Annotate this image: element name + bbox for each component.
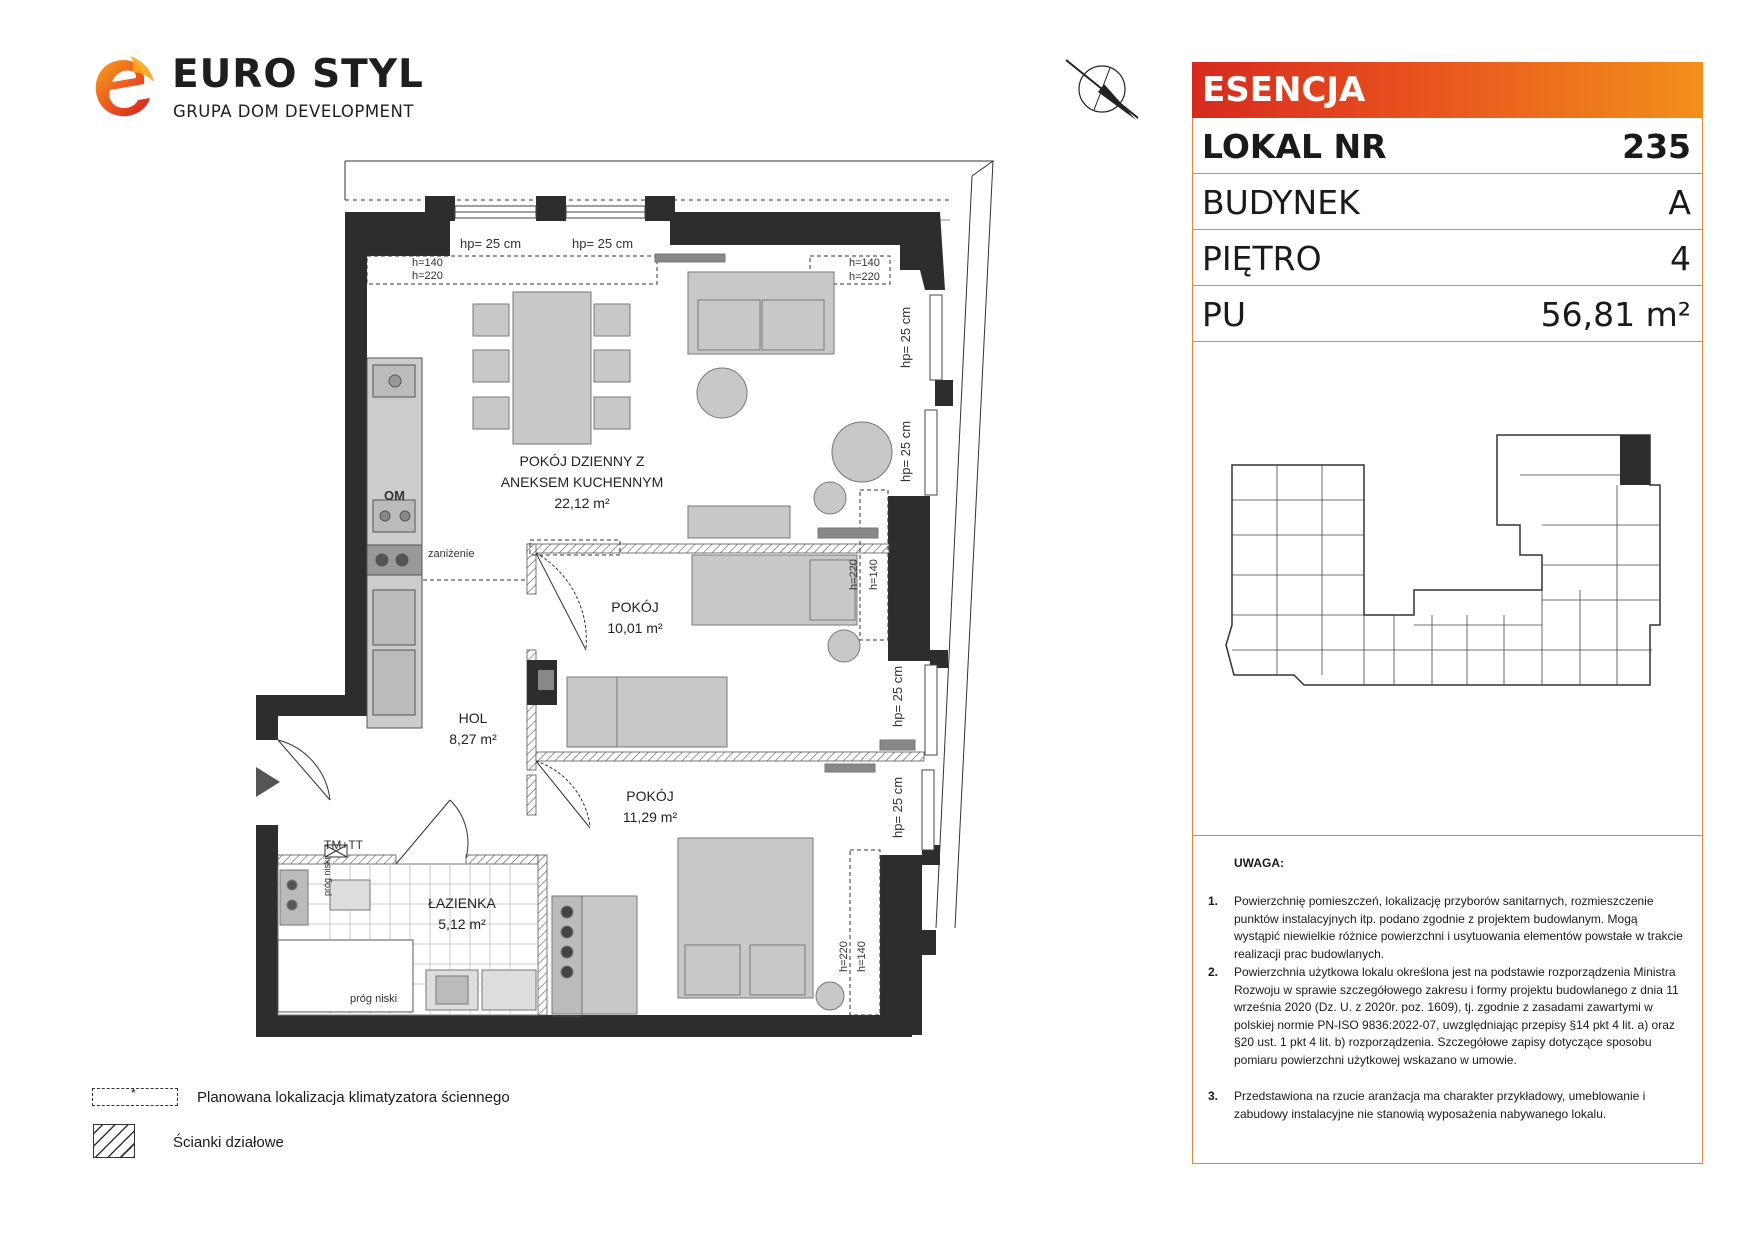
row-pu bbox=[1192, 286, 1703, 342]
room1-furniture bbox=[567, 555, 915, 750]
row-pietro-value: 4 bbox=[1670, 239, 1691, 278]
room1-name: POKÓJ bbox=[611, 599, 659, 615]
note-2-num: 2. bbox=[1208, 965, 1219, 979]
row-lokal bbox=[1192, 118, 1703, 174]
note-2 bbox=[1208, 964, 1688, 1088]
h220-label-2: h=220 bbox=[849, 271, 880, 283]
row-budynek-value: A bbox=[1668, 183, 1691, 222]
project-header bbox=[1192, 62, 1703, 118]
h220-label-4: h=220 bbox=[838, 941, 850, 972]
row-pu-label: PU bbox=[1202, 295, 1247, 334]
prog-niski-label-2: próg niski bbox=[322, 857, 332, 896]
legend-wall-text: Ścianki działowe bbox=[173, 1134, 284, 1151]
hp-label-1: hp= 25 cm bbox=[460, 236, 522, 251]
legend-wall-symbol bbox=[93, 1124, 135, 1158]
note-3 bbox=[1208, 1088, 1688, 1142]
note-1-text: Powierzchnię pomieszczeń, lokalizację przyborów sanitarnych, rozmieszczenie punktów instalacyjnych itp. podano zgodnie z projektem budowlanym. Mogą wystąpić niewielkie różnice powierzchni i usytuowania elementów powstałe w trakcie realizacji prac budowlanych. bbox=[1234, 894, 1683, 961]
row-lokal-label: LOKAL NR bbox=[1202, 127, 1387, 166]
row-budynek-label: BUDYNEK bbox=[1202, 183, 1360, 222]
row-pietro-label: PIĘTRO bbox=[1202, 239, 1322, 278]
row-pu-value: 56,81 m² bbox=[1540, 295, 1691, 334]
brand-name: EURO STYL bbox=[172, 52, 424, 97]
kitchen-furniture bbox=[367, 358, 422, 728]
living-room-area: 22,12 m² bbox=[554, 495, 610, 511]
project-name: ESENCJA bbox=[1202, 70, 1366, 110]
hall-area: 8,27 m² bbox=[449, 731, 497, 747]
bath-name: ŁAZIENKA bbox=[428, 895, 496, 911]
room2-name: POKÓJ bbox=[626, 788, 674, 804]
living-room-name-2: ANEKSEM KUCHENNYM bbox=[500, 474, 664, 490]
row-pietro bbox=[1192, 230, 1703, 286]
hall-name: HOL bbox=[458, 710, 488, 726]
building-key-plan bbox=[1222, 425, 1672, 730]
note-3-text: Przedstawiona na rzucie aranżacja ma charakter przykładowy, umeblowanie i zabudowy instalacyjne nie stanowią wyposażenia nabywanego lokalu. bbox=[1234, 1089, 1646, 1121]
notes-title: UWAGA: bbox=[1234, 856, 1284, 870]
legend-ac-text: Planowana lokalizacja klimatyzatora ściennego bbox=[197, 1089, 510, 1106]
note-1 bbox=[1208, 893, 1688, 963]
note-1-num: 1. bbox=[1208, 894, 1219, 908]
h140-label-4: h=140 bbox=[856, 941, 868, 972]
hp-label-4: hp= 25 cm bbox=[898, 420, 913, 482]
room1-area: 10,01 m² bbox=[607, 620, 663, 636]
note-3-num: 3. bbox=[1208, 1089, 1219, 1103]
entrance-arrow bbox=[256, 767, 280, 797]
h140-label-1: h=140 bbox=[412, 257, 443, 269]
hall-label bbox=[423, 708, 523, 750]
bath-area: 5,12 m² bbox=[438, 916, 486, 932]
prog-niski-label-1: próg niski bbox=[350, 993, 398, 1005]
highlighted-unit bbox=[1620, 435, 1650, 485]
room2-label bbox=[600, 786, 700, 828]
living-room-label bbox=[482, 451, 682, 514]
brand-subtitle: GRUPA DOM DEVELOPMENT bbox=[173, 102, 414, 121]
legend-ac-star: * bbox=[131, 1086, 136, 1100]
hp-label-6: hp= 25 cm bbox=[890, 776, 905, 838]
hp-label-5: hp= 25 cm bbox=[890, 665, 905, 727]
h220-label-1: h=220 bbox=[412, 270, 443, 282]
zanizenie-label: zaniżenie bbox=[428, 548, 475, 560]
row-lokal-value: 235 bbox=[1622, 127, 1691, 166]
h140-label-2: h=140 bbox=[849, 257, 880, 269]
notes-divider bbox=[1192, 835, 1703, 836]
row-budynek bbox=[1192, 174, 1703, 230]
room1-label bbox=[585, 597, 685, 639]
room2-area: 11,29 m² bbox=[622, 809, 678, 825]
hp-label-2: hp= 25 cm bbox=[572, 236, 634, 251]
living-room-name-1: POKÓJ DZIENNY Z bbox=[519, 453, 645, 469]
bath-label bbox=[412, 893, 512, 935]
h220-label-3: h=220 bbox=[848, 559, 860, 590]
note-2-text: Powierzchnia użytkowa lokalu określona jest na podstawie rozporządzenia Ministra Rozwoju w sprawie szczegółowego zakresu i formy projektu budowlanego z dnia 11 września 2020 (Dz. U. z 2020r. poz. 1609), tj. zgodnie z zasadami zawartymi w polskiej normie PN-ISO 9836:2022-07, uwzględniając przepisy §14 pkt 4 lit. a) oraz §20 ust. 1 pkt 4 lit. b) rozporządzenia. Szczegółowe zapisy dotyczące sposobu pomiaru powierzchni użytkowej wskazano w umowie. bbox=[1234, 965, 1679, 1067]
om-label: OM bbox=[384, 488, 405, 503]
h140-label-3: h=140 bbox=[868, 559, 880, 590]
tmtt-label: TM+TT bbox=[324, 838, 363, 852]
hp-label-3: hp= 25 cm bbox=[898, 306, 913, 368]
